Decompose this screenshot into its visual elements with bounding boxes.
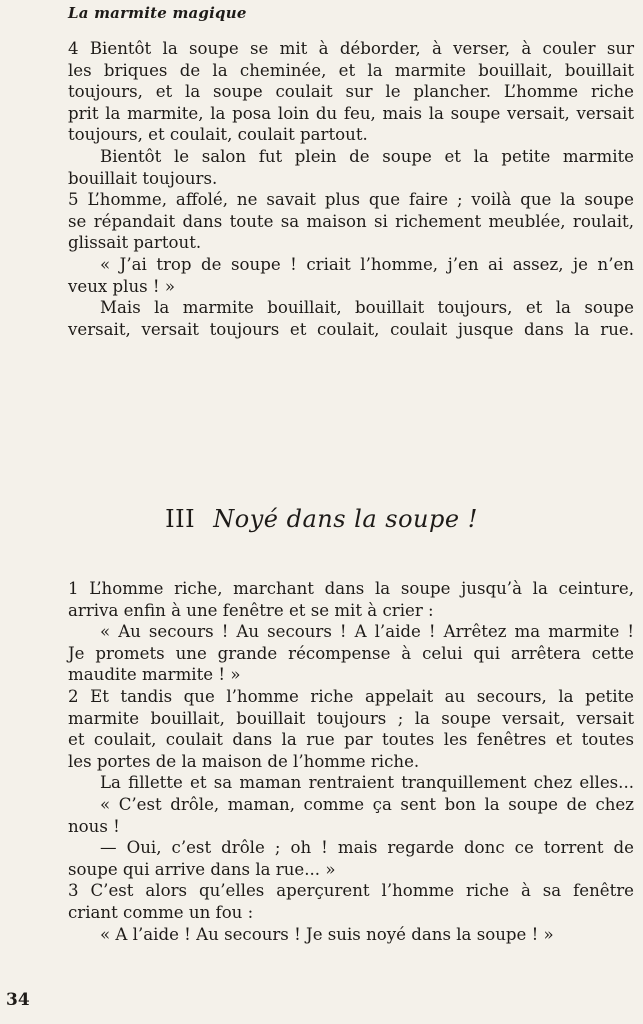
text-line: 2 Et tandis que l’homme riche appelait au secours, la petite [68, 686, 634, 706]
text-line: 1 L’homme riche, marchant dans la soupe jusqu’à la ceinture, [68, 579, 634, 598]
text-block-bottom [68, 578, 634, 945]
text-line: La fillette et sa maman rentraient tranquillement chez elles... [100, 773, 634, 793]
text-line: 3 C’est alors qu’elles aperçurent l’homme riche à sa fenêtre [68, 881, 634, 901]
text-line: bouillait toujours. [68, 168, 218, 188]
running-head: La marmite magique [68, 4, 247, 22]
text-line: — Oui, c’est drôle ; oh ! mais regarde donc ce torrent de [100, 838, 634, 858]
text-line: Mais la marmite bouillait, bouillait toujours, et la soupe [100, 298, 634, 318]
text-line: Bientôt le salon fut plein de soupe et la petite marmite [100, 146, 634, 166]
text-line: les briques de la cheminée, et la marmite bouillait, bouillait [68, 60, 634, 80]
text-line: glissait partout. [68, 233, 202, 253]
section-heading [0, 505, 643, 533]
text-line: « C’est drôle, maman, comme ça sent bon la soupe de chez [100, 794, 634, 814]
text-line: « A l’aide ! Au secours ! Je suis noyé dans la soupe ! » [100, 924, 554, 944]
section-title: Noyé dans la soupe ! [213, 505, 478, 533]
text-line: Je promets une grande récompense à celui qui arrêtera cette [68, 643, 634, 663]
text-line: « J’ai trop de soupe ! criait l’homme, j’en ai assez, je n’en [100, 254, 634, 274]
text-block-top [68, 38, 634, 340]
text-line: « Au secours ! Au secours ! A l’aide ! Arrêtez ma marmite ! [100, 622, 634, 642]
text-line: prit la marmite, la posa loin du feu, mais la soupe versait, versait [68, 103, 634, 123]
text-line: 4 Bientôt la soupe se mit à déborder, à verser, à couler sur [68, 39, 634, 58]
text-line: marmite bouillait, bouillait toujours ; la soupe versait, versait [68, 708, 634, 728]
text-line: toujours, et la soupe coulait sur le plancher. L’homme riche [68, 82, 634, 102]
text-line: criant comme un fou : [68, 902, 254, 922]
text-line: veux plus ! » [68, 276, 176, 296]
text-line: soupe qui arrive dans la rue... » [68, 859, 336, 879]
text-line: toujours, et coulait, coulait partout. [68, 125, 368, 145]
text-line: 5 L’homme, affolé, ne savait plus que faire ; voilà que la soupe [68, 190, 634, 210]
text-line: se répandait dans toute sa maison si richement meublée, roulait, [68, 211, 634, 231]
page-number: 34 [6, 990, 30, 1010]
text-line: versait, versait toujours et coulait, coulait jusque dans la rue. [68, 319, 634, 339]
text-line: nous ! [68, 816, 120, 836]
text-line: maudite marmite ! » [68, 665, 241, 685]
text-line: et coulait, coulait dans la rue par toutes les fenêtres et toutes [68, 730, 634, 750]
section-numeral: III [165, 505, 196, 533]
text-line: les portes de la maison de l’homme riche. [68, 751, 420, 771]
text-line: arriva enfin à une fenêtre et se mit à crier : [68, 600, 434, 620]
